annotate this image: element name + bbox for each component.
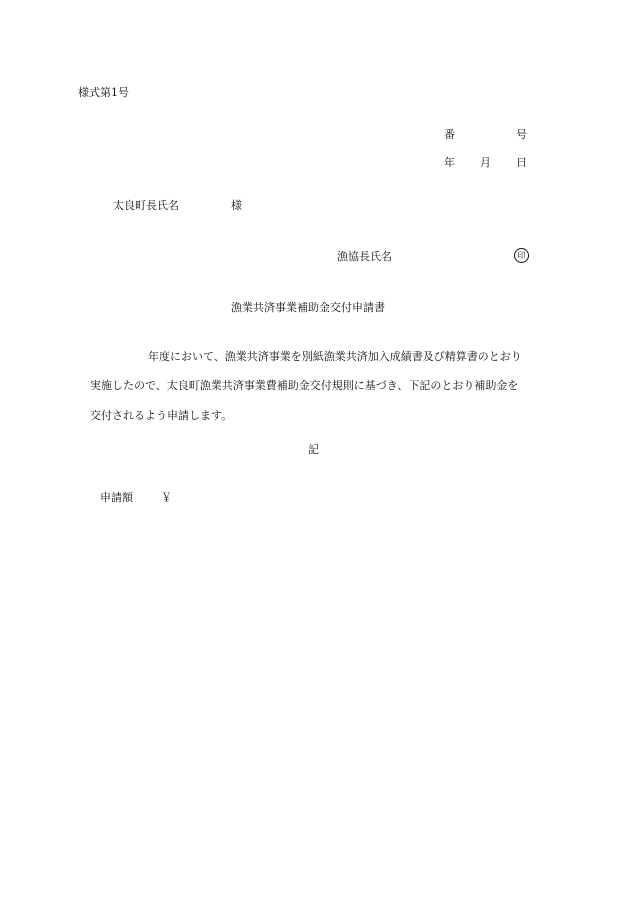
body-line-1: 年度において、漁業共済事業を別紙漁業共済加入成績書及び精算書のとおり xyxy=(148,350,522,363)
doc-number-ban: 番 xyxy=(444,128,455,141)
doc-number-go: 号 xyxy=(516,128,527,141)
addressee-honorific: 様 xyxy=(231,199,242,212)
seal-char: 印 xyxy=(517,250,526,260)
applicant-label: 漁協長氏名 xyxy=(337,250,392,263)
ki-heading: 記 xyxy=(308,443,319,456)
addressee-name: 太良町長氏名 xyxy=(113,199,179,212)
yen-sign: ￥ xyxy=(161,491,172,504)
date-month: 月 xyxy=(480,156,491,169)
amount-label: 申請額 xyxy=(100,491,133,504)
document-title: 漁業共済事業補助金交付申請書 xyxy=(231,301,385,314)
body-line-3: 交付されるよう申請します。 xyxy=(90,409,233,422)
seal-mark xyxy=(514,248,529,263)
date-day: 日 xyxy=(516,156,527,169)
body-line-2: 実施したので、太良町漁業共済事業費補助金交付規則に基づき、下記のとおり補助金を xyxy=(90,379,519,392)
date-year: 年 xyxy=(444,156,455,169)
form-number: 様式第1号 xyxy=(78,86,129,99)
